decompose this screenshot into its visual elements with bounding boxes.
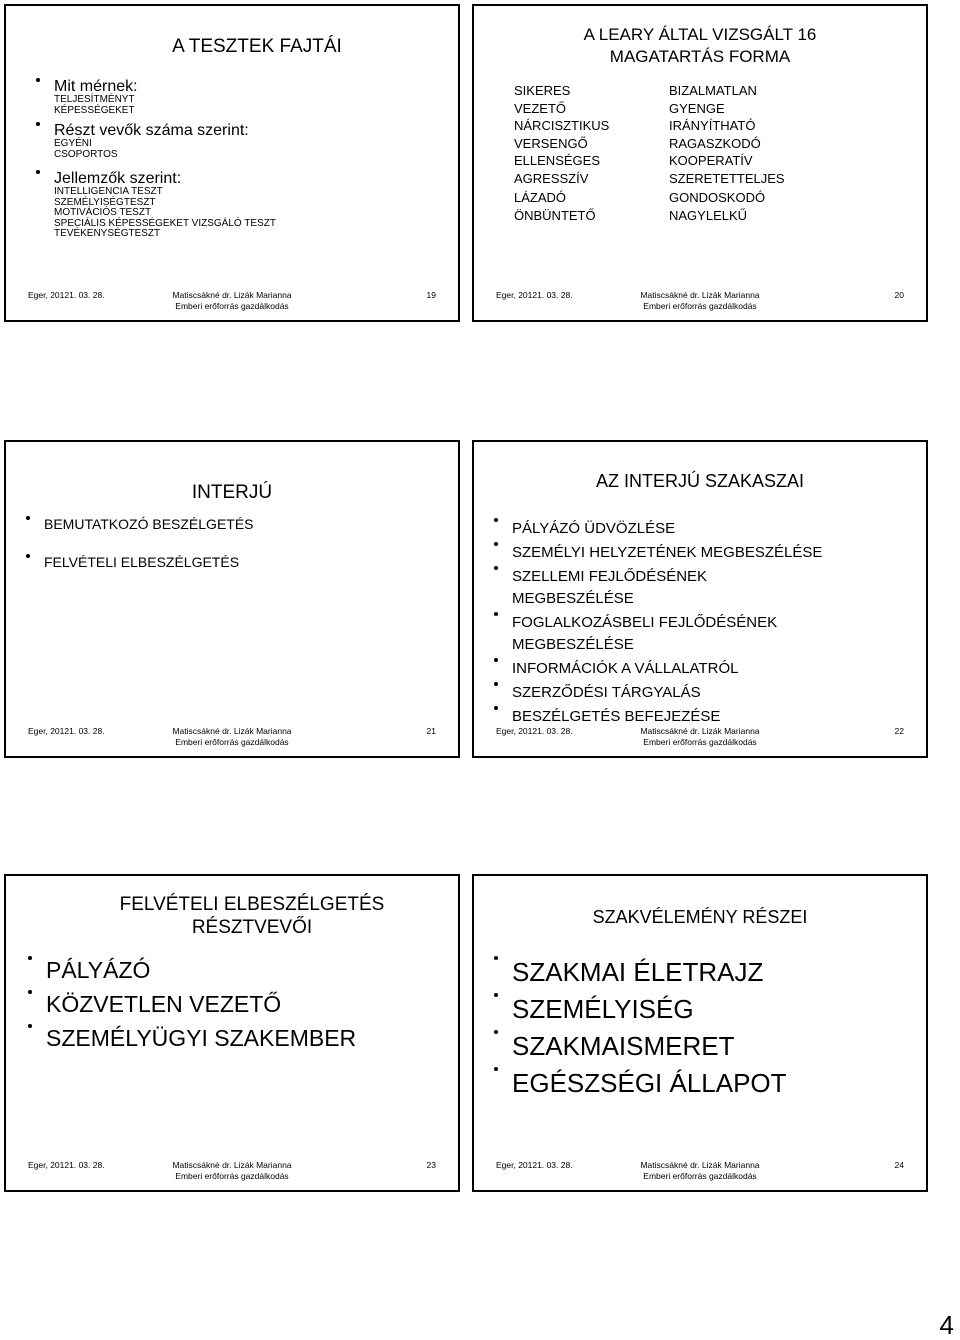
footer-date: Eger, 20121. 03. 28. (496, 726, 573, 736)
page-number: 4 (939, 1310, 954, 1340)
slide-footer (6, 726, 458, 750)
author-name: Matiscsákné dr. Lizák Marianna (172, 726, 292, 736)
list-item: RAGASZKODÓ (669, 135, 761, 151)
slide-20 (472, 4, 928, 322)
sub-item: MOTIVÁCIÓS TESZT (54, 207, 152, 218)
footer-date: Eger, 20121. 03. 28. (496, 1160, 573, 1170)
list-item (32, 170, 276, 240)
list-item: PÁLYÁZÓ (24, 956, 356, 984)
list-item: IRÁNYÍTHATÓ (669, 118, 756, 133)
sub-item: CSOPORTOS (54, 148, 118, 160)
list-item: SZERZŐDÉSI TÁRGYALÁS (490, 682, 910, 704)
slide-title-line2: MAGATARTÁS FORMA (609, 47, 791, 66)
list-item: GYENGE (669, 100, 725, 116)
sub-item: EGYÉNI (54, 138, 92, 149)
slide-19 (4, 4, 460, 322)
author-name: Matiscsákné dr. Lizák Marianna (172, 1160, 292, 1170)
list-item: SZAKMAISMERET (490, 1030, 787, 1062)
footer-author (6, 726, 458, 748)
list-item: ÖNBÜNTETŐ (514, 207, 596, 223)
footer-author (474, 290, 926, 312)
footer-date: Eger, 20121. 03. 28. (28, 1160, 105, 1170)
list-item: GONDOSKODÓ (669, 190, 766, 205)
slide-footer (474, 1160, 926, 1184)
list-item: EGÉSZSÉGI ÁLLAPOT (490, 1067, 787, 1099)
course-name: Emberi erőforrás gazdálkodás (643, 737, 757, 747)
list-item: ELLENSÉGES (514, 153, 600, 168)
list-item: KOOPERATÍV (669, 153, 753, 168)
list-item: VEZETŐ (514, 100, 567, 116)
slide-number: 20 (894, 290, 904, 300)
list-item: PÁLYÁZÓ ÜDVÖZLÉSE (490, 518, 910, 540)
slide-title: SZAKVÉLEMÉNY RÉSZEI (592, 907, 808, 927)
course-name: Emberi erőforrás gazdálkodás (643, 1171, 757, 1181)
list-item: FELVÉTELI ELBESZÉLGETÉS (22, 554, 254, 571)
list-item: SZEMÉLYISÉG (490, 993, 787, 1025)
course-name: Emberi erőforrás gazdálkodás (643, 301, 757, 311)
slide-footer (6, 1160, 458, 1184)
slide-footer (474, 726, 926, 750)
slide-number: 19 (426, 290, 436, 300)
list-item: SZAKMAI ÉLETRAJZ (490, 956, 787, 988)
slide-title: A TESZTEK FAJTÁI (172, 36, 342, 57)
slide-number: 21 (426, 726, 436, 736)
slide-number: 24 (894, 1160, 904, 1170)
sub-item: TEVÉKENYSÉGTESZT (54, 228, 161, 239)
footer-date: Eger, 20121. 03. 28. (28, 290, 105, 300)
list-item: SZELLEMI FEJLŐDÉSÉNEK MEGBESZÉLÉSE (490, 566, 752, 610)
item-label: Jellemzők szerint: (54, 170, 182, 187)
list-item: NÁRCISZTIKUS (514, 118, 610, 133)
slide-number: 23 (426, 1160, 436, 1170)
slide-footer (6, 290, 458, 314)
list-item: KÖZVETLEN VEZETŐ (24, 990, 356, 1018)
footer-author (6, 290, 458, 312)
item-label: Részt vevők száma szerint: (54, 122, 249, 139)
author-name: Matiscsákné dr. Lizák Marianna (172, 290, 292, 300)
sub-item: SZEMÉLYISÉGTESZT (54, 196, 156, 208)
list-item: NAGYLELKŰ (669, 207, 748, 223)
footer-date: Eger, 20121. 03. 28. (28, 726, 105, 736)
list-item: SIKERES (514, 83, 571, 98)
list-item: BEMUTATKOZÓ BESZÉLGETÉS (22, 516, 254, 533)
author-name: Matiscsákné dr. Lizák Marianna (640, 290, 760, 300)
footer-author (474, 1160, 926, 1182)
course-name: Emberi erőforrás gazdálkodás (175, 737, 289, 747)
footer-author (474, 726, 926, 748)
slide-24 (472, 874, 928, 1192)
author-name: Matiscsákné dr. Lizák Marianna (640, 726, 760, 736)
behavior-list-left (514, 82, 609, 224)
slide-title-line1: FELVÉTELI ELBESZÉLGETÉS (119, 894, 385, 915)
sub-item: INTELLIGENCIA TESZT (54, 186, 163, 197)
list-item (32, 78, 276, 116)
list-item: LÁZADÓ (514, 190, 567, 205)
slide-title: AZ INTERJÚ SZAKASZAI (595, 471, 805, 491)
slide-21 (4, 440, 460, 758)
list-item: BIZALMATLAN (669, 83, 757, 98)
behavior-list-right (669, 82, 785, 224)
sub-item: SPECIÁLIS KÉPESSÉGEKET VIZSGÁLÓ TESZT (54, 217, 276, 229)
course-name: Emberi erőforrás gazdálkodás (175, 301, 289, 311)
author-name: Matiscsákné dr. Lizák Marianna (640, 1160, 760, 1170)
course-name: Emberi erőforrás gazdálkodás (175, 1171, 289, 1181)
list-item (32, 122, 276, 160)
slide-title: INTERJÚ (191, 482, 273, 503)
slide-22 (472, 440, 928, 758)
footer-date: Eger, 20121. 03. 28. (496, 290, 573, 300)
slide-23 (4, 874, 460, 1192)
list-item: SZEMÉLYI HELYZETÉNEK MEGBESZÉLÉSE (490, 542, 910, 564)
list-item: AGRESSZÍV (514, 170, 589, 186)
slide-footer (474, 290, 926, 314)
sub-item: TELJESÍTMÉNYT (54, 94, 135, 105)
footer-author (6, 1160, 458, 1182)
sub-item: KÉPESSÉGEKET (54, 104, 135, 116)
item-label: Mit mérnek: (54, 78, 138, 95)
list-item: INFORMÁCIÓK A VÁLLALATRÓL (490, 658, 910, 680)
list-item: SZEMÉLYÜGYI SZAKEMBER (24, 1024, 356, 1052)
list-item: BESZÉLGETÉS BEFEJEZÉSE (490, 706, 910, 728)
list-item: VERSENGŐ (514, 135, 588, 151)
list-item: SZERETETTELJES (669, 170, 785, 186)
slide-title-line2: RÉSZTVEVŐI (191, 917, 313, 938)
slide-title-line1: A LEARY ÁLTAL VIZSGÁLT 16 (583, 25, 817, 44)
slide-number: 22 (894, 726, 904, 736)
list-item: FOGLALKOZÁSBELI FEJLŐDÉSÉNEK MEGBESZÉLÉSE (490, 612, 832, 656)
